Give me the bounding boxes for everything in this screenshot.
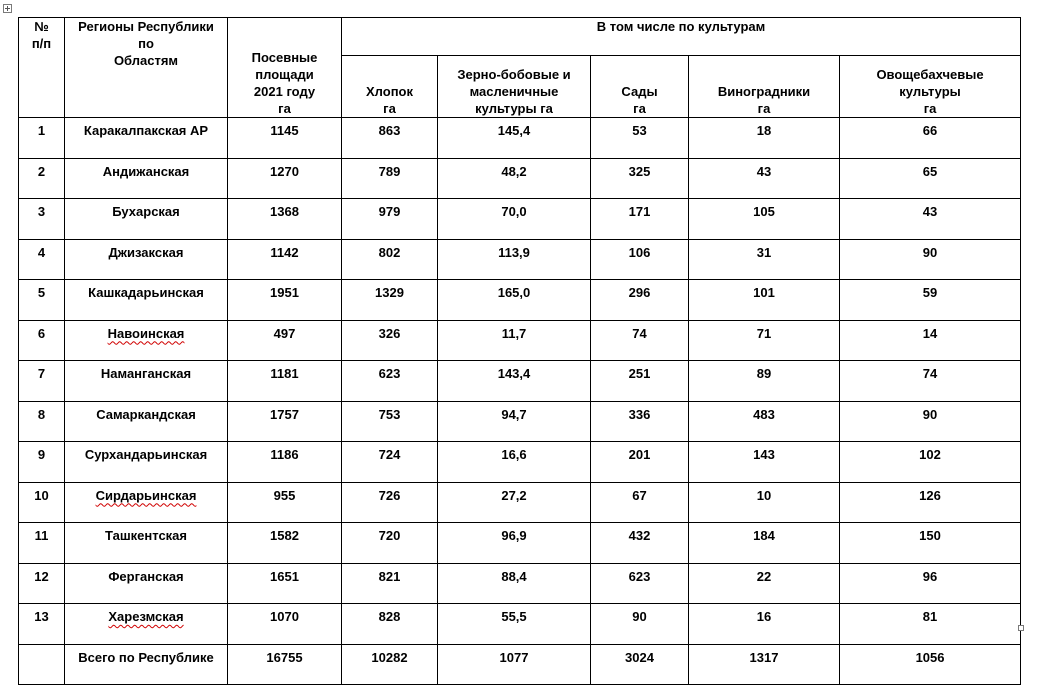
cell-cotton: 789: [342, 158, 438, 199]
region-name-spellcheck: Харезмская: [108, 609, 184, 624]
cell-region: [65, 604, 228, 645]
cell-vegetables: 96: [840, 563, 1021, 604]
header-vineyards-line1: Виноградники: [717, 84, 811, 99]
table-resize-handle[interactable]: [1018, 625, 1024, 631]
cell-gardens: 90: [591, 604, 689, 645]
total-vegetables: 1056: [840, 644, 1021, 684]
cell-vegetables: 90: [840, 239, 1021, 280]
table-row: [19, 118, 1021, 159]
cell-gardens: 53: [591, 118, 689, 159]
cell-vegetables: 126: [840, 482, 1021, 523]
cell-cotton: 726: [342, 482, 438, 523]
cell-number: 3: [19, 199, 65, 240]
header-area-line1: Посевные: [251, 50, 318, 65]
header-area-line4: га: [278, 101, 291, 116]
header-vegetables-line3: га: [923, 101, 937, 116]
table-row: [19, 280, 1021, 321]
cell-gardens: 336: [591, 401, 689, 442]
cell-sown-area: 1070: [228, 604, 342, 645]
cell-vineyards: 22: [689, 563, 840, 604]
table-row: [19, 199, 1021, 240]
cell-sown-area: 497: [228, 320, 342, 361]
cell-gardens: 251: [591, 361, 689, 402]
header-grain-line1: Зерно-бобовые и: [457, 67, 571, 82]
cell-grain-oil: 11,7: [438, 320, 591, 361]
header-cotton-line1: Хлопок: [366, 84, 413, 99]
cell-vineyards: 89: [689, 361, 840, 402]
header-vegetables-line1: Овощебахчевые: [876, 67, 984, 82]
header-gardens-line2: га: [633, 101, 646, 116]
cell-sown-area: 1582: [228, 523, 342, 564]
cell-region: Бухарская: [65, 199, 228, 240]
cell-number: 5: [19, 280, 65, 321]
header-number-line2: п/п: [31, 36, 52, 51]
cell-vegetables: 102: [840, 442, 1021, 483]
cell-grain-oil: 88,4: [438, 563, 591, 604]
cell-cotton: 828: [342, 604, 438, 645]
cell-grain-oil: 96,9: [438, 523, 591, 564]
header-number: [19, 18, 65, 118]
header-region-line3: Областям: [113, 53, 179, 68]
region-name-spellcheck: Сирдарьинская: [95, 487, 197, 503]
cell-number: 7: [19, 361, 65, 402]
cell-grain-oil: 143,4: [438, 361, 591, 402]
cell-vegetables: 74: [840, 361, 1021, 402]
cell-region: Андижанская: [65, 158, 228, 199]
cell-number: 8: [19, 401, 65, 442]
cell-region: Каракалпакская АР: [65, 118, 228, 159]
cell-gardens: 432: [591, 523, 689, 564]
table-row: [19, 563, 1021, 604]
table-row: [19, 239, 1021, 280]
cell-number: 1: [19, 118, 65, 159]
header-area-line2: площади: [255, 67, 314, 82]
cell-gardens: 67: [591, 482, 689, 523]
cell-vineyards: 43: [689, 158, 840, 199]
cell-vegetables: 65: [840, 158, 1021, 199]
cell-grain-oil: 16,6: [438, 442, 591, 483]
cell-grain-oil: 27,2: [438, 482, 591, 523]
cell-vineyards: 71: [689, 320, 840, 361]
header-crop-group: В том числе по культурам: [342, 18, 1021, 56]
cell-cotton: 821: [342, 563, 438, 604]
header-gardens-line1: Сады: [621, 84, 658, 99]
header-sown-area: [228, 18, 342, 118]
cell-vegetables: 43: [840, 199, 1021, 240]
total-gardens: 3024: [591, 644, 689, 684]
cell-cotton: 326: [342, 320, 438, 361]
cell-number-empty: [19, 644, 65, 684]
cell-vineyards: 184: [689, 523, 840, 564]
total-cotton: 10282: [342, 644, 438, 684]
cell-sown-area: 1145: [228, 118, 342, 159]
cell-number: 11: [19, 523, 65, 564]
cell-vineyards: 143: [689, 442, 840, 483]
cell-vegetables: 66: [840, 118, 1021, 159]
total-label: Всего по Республике: [65, 644, 228, 684]
cell-gardens: 623: [591, 563, 689, 604]
header-region: [65, 18, 228, 118]
cell-sown-area: 955: [228, 482, 342, 523]
table-row: [19, 523, 1021, 564]
header-cotton-line2: га: [383, 101, 396, 116]
cell-sown-area: 1651: [228, 563, 342, 604]
table-row: [19, 604, 1021, 645]
cell-vineyards: 18: [689, 118, 840, 159]
cell-region: [65, 320, 228, 361]
cell-region: Наманганская: [65, 361, 228, 402]
cell-grain-oil: 55,5: [438, 604, 591, 645]
table-row: [19, 361, 1021, 402]
cell-grain-oil: 70,0: [438, 199, 591, 240]
cell-number: 4: [19, 239, 65, 280]
cell-gardens: 325: [591, 158, 689, 199]
cell-region: Ташкентская: [65, 523, 228, 564]
cell-cotton: 863: [342, 118, 438, 159]
cell-sown-area: 1186: [228, 442, 342, 483]
cell-number: 2: [19, 158, 65, 199]
cell-gardens: 171: [591, 199, 689, 240]
cell-grain-oil: 48,2: [438, 158, 591, 199]
table-move-handle[interactable]: [3, 4, 12, 13]
cell-number: 6: [19, 320, 65, 361]
cell-vineyards: 10: [689, 482, 840, 523]
cell-cotton: 753: [342, 401, 438, 442]
header-vegetables-line2: культуры: [899, 84, 961, 99]
table-row: [19, 158, 1021, 199]
cell-vineyards: 105: [689, 199, 840, 240]
cell-sown-area: 1181: [228, 361, 342, 402]
header-row-top: [19, 18, 1021, 56]
cell-number: 10: [19, 482, 65, 523]
cell-cotton: 623: [342, 361, 438, 402]
cell-cotton: 979: [342, 199, 438, 240]
cell-number: 12: [19, 563, 65, 604]
cell-vegetables: 59: [840, 280, 1021, 321]
cell-vegetables: 90: [840, 401, 1021, 442]
cell-sown-area: 1270: [228, 158, 342, 199]
header-vineyards-line2: га: [757, 101, 771, 116]
header-grain-line3: культуры га: [475, 101, 553, 116]
cell-sown-area: 1951: [228, 280, 342, 321]
header-gardens: [591, 56, 689, 118]
total-sown-area: 16755: [228, 644, 342, 684]
header-region-line2: по: [138, 36, 154, 51]
cell-grain-oil: 165,0: [438, 280, 591, 321]
cell-gardens: 296: [591, 280, 689, 321]
total-vineyards: 1317: [689, 644, 840, 684]
table-row: [19, 482, 1021, 523]
cell-region: Самаркандская: [65, 401, 228, 442]
total-grain-oil: 1077: [438, 644, 591, 684]
cell-region: Сурхандарьинская: [65, 442, 228, 483]
cell-gardens: 201: [591, 442, 689, 483]
cell-sown-area: 1142: [228, 239, 342, 280]
cell-region: [65, 482, 228, 523]
cell-grain-oil: 145,4: [438, 118, 591, 159]
header-vegetables: [840, 56, 1021, 118]
header-region-line1: Регионы Республики: [78, 19, 214, 34]
table-row: [19, 401, 1021, 442]
header-grain-line2: масленичные: [469, 84, 559, 99]
total-row: [19, 644, 1021, 684]
cell-sown-area: 1757: [228, 401, 342, 442]
cell-cotton: 720: [342, 523, 438, 564]
cell-region: Ферганская: [65, 563, 228, 604]
cell-vineyards: 31: [689, 239, 840, 280]
table-body: [19, 18, 1021, 685]
cell-vineyards: 101: [689, 280, 840, 321]
header-vineyards: [689, 56, 840, 118]
cell-gardens: 74: [591, 320, 689, 361]
cell-cotton: 724: [342, 442, 438, 483]
table-row: [19, 442, 1021, 483]
cell-sown-area: 1368: [228, 199, 342, 240]
header-grain-oil: [438, 56, 591, 118]
header-number-line1: №: [34, 19, 49, 34]
cell-gardens: 106: [591, 239, 689, 280]
cell-vegetables: 14: [840, 320, 1021, 361]
cell-number: 13: [19, 604, 65, 645]
cell-number: 9: [19, 442, 65, 483]
cell-cotton: 802: [342, 239, 438, 280]
header-area-line3: 2021 году: [253, 84, 316, 99]
cell-vineyards: 483: [689, 401, 840, 442]
header-cotton: [342, 56, 438, 118]
cell-vineyards: 16: [689, 604, 840, 645]
cell-cotton: 1329: [342, 280, 438, 321]
region-name-spellcheck: Навоинская: [107, 325, 185, 341]
cell-region: Кашкадарьинская: [65, 280, 228, 321]
table-row: [19, 320, 1021, 361]
crop-area-table: [18, 17, 1021, 685]
cell-grain-oil: 94,7: [438, 401, 591, 442]
cell-region: Джизакская: [65, 239, 228, 280]
cell-vegetables: 81: [840, 604, 1021, 645]
cell-grain-oil: 113,9: [438, 239, 591, 280]
cell-vegetables: 150: [840, 523, 1021, 564]
